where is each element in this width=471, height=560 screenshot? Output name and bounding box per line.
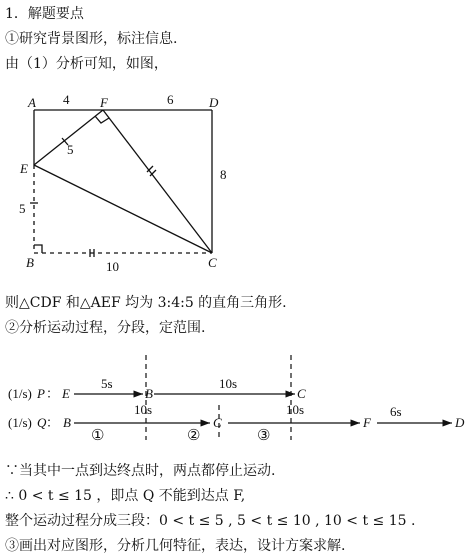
triangle-conclusion: 则△CDF 和△AEF 均为 3:4:5 的直角三角形. [5,295,287,311]
label-point-b: B [26,255,34,270]
segment-2-label: ② [187,428,201,444]
length-af: 4 [63,92,70,107]
rectangle-figure [0,85,471,295]
length-ef: 5 [67,142,74,157]
q-colon: ： [46,415,60,430]
q-time-3: 6s [390,404,402,419]
step-2-text: ②分析运动过程，分段，定范围. [5,320,206,336]
q-point: Q [37,415,47,430]
label-point-a: A [28,95,36,110]
segment-1-label: ① [91,428,105,444]
motion-timeline-figure [0,350,471,450]
p-label-e: E [62,386,70,401]
p-time-2: 10s [219,376,238,391]
step-3-text: ③画出对应图形，分析几何特征，表达，设计方案求解. [5,538,346,554]
label-point-f: F [100,95,108,110]
label-point-d: D [209,95,219,110]
length-bc: 10 [106,259,119,274]
label-point-e: E [20,161,28,176]
p-rate-prefix: (1/s) [8,386,32,401]
p-point: P [37,386,45,401]
p-colon: ： [46,386,60,401]
analysis-text: 由（1）分析可知，如图， [5,56,168,72]
q-label-c: C [213,415,222,430]
q-label-f: F [363,415,371,430]
length-dc: 8 [220,167,227,182]
p-time-1: 5s [101,376,113,391]
q-label-b: B [63,415,71,430]
q-label-d: D [455,415,465,430]
range-of-t-text: ∴ 0 < t ≤ 15 ，即点 Q 不能到达点 F, [5,488,246,504]
p-label-c: C [297,386,306,401]
step-1-text: ①研究背景图形，标注信息. [5,31,178,47]
p-label-b: B [145,386,153,401]
stop-condition-text: ∵当其中一点到达终点时，两点都停止运动. [5,463,276,479]
length-fd: 6 [167,92,174,107]
q-rate-prefix: (1/s) [8,415,32,430]
q-time-1: 10s [134,402,153,417]
label-point-c: C [208,255,217,270]
segment-3-label: ③ [257,428,271,444]
heading-solution-points: 1．解题要点 [5,6,84,22]
three-segments-text: 整个运动过程分成三段：0 < t ≤ 5 , 5 < t ≤ 10 , 10 < t ≤ 15 . [5,513,416,529]
length-eb: 5 [19,201,26,216]
q-time-2: 10s [286,402,305,417]
